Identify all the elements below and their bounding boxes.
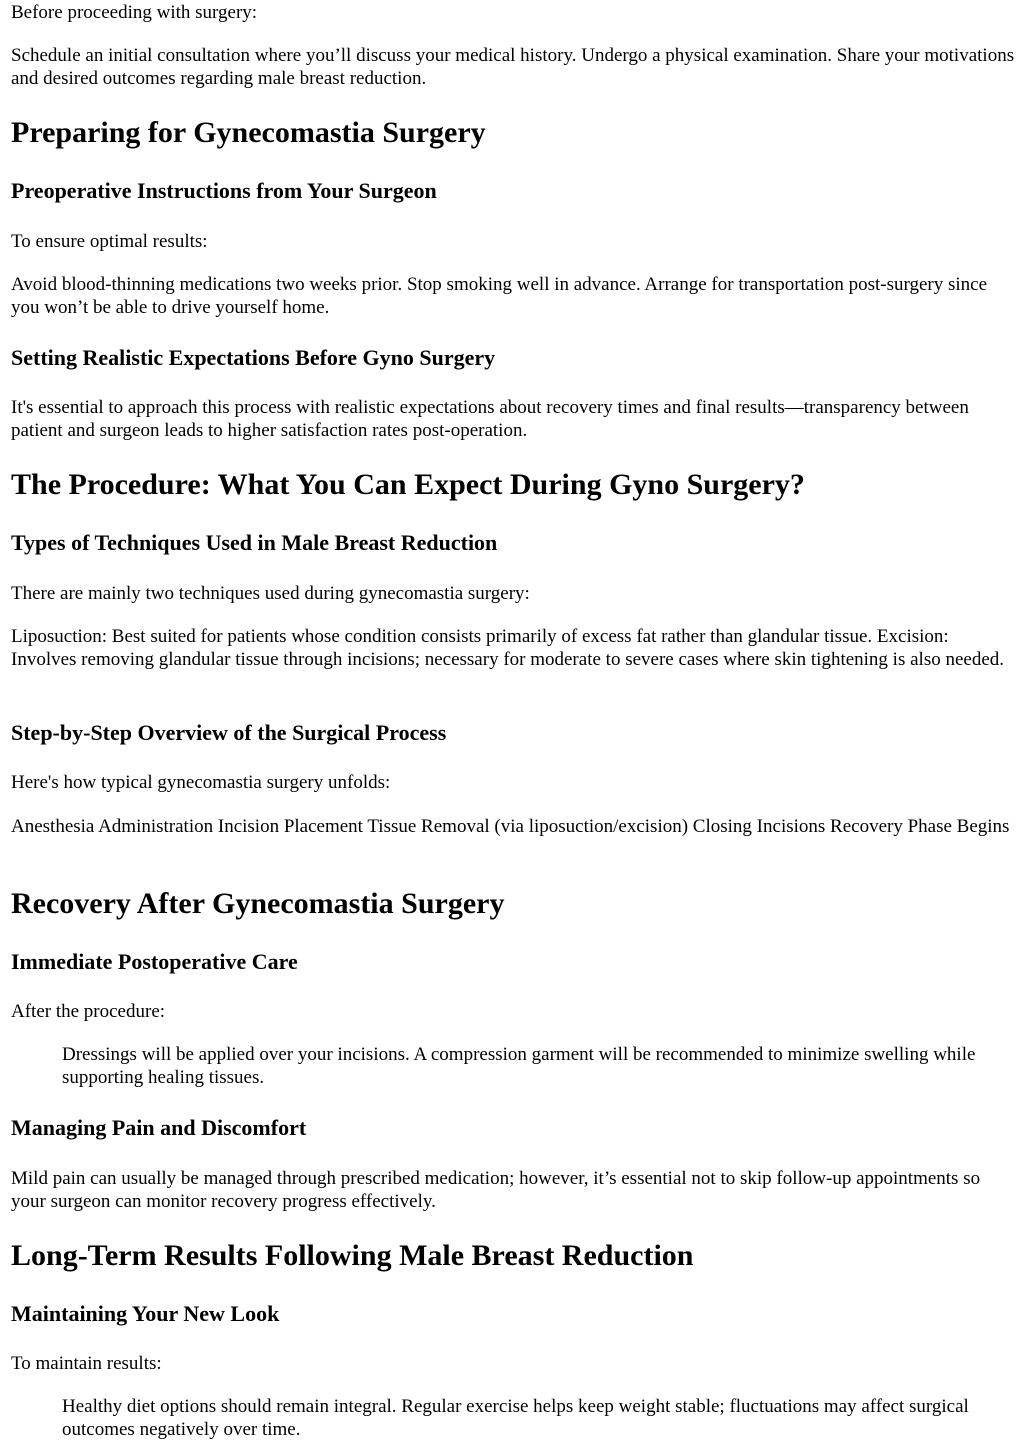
- paragraph-intro: Before proceeding with surgery:: [11, 2, 258, 23]
- subheading-step-by-step: Step-by-Step Overview of the Surgical Process: [11, 720, 447, 745]
- paragraph-maintain-results: To maintain results:: [11, 1353, 162, 1374]
- subheading-preoperative-instructions: Preoperative Instructions from Your Surgeon: [11, 178, 437, 203]
- blockquote-healthy-diet: Healthy diet options should remain integral. Regular exercise helps keep weight stable; fluctuations may affect surgical outcomes negatively over time.: [62, 1396, 969, 1440]
- heading-preparing: Preparing for Gynecomastia Surgery: [11, 116, 486, 149]
- paragraph-optimal-results: To ensure optimal results:: [11, 231, 208, 252]
- paragraph-how-it-unfolds: Here's how typical gynecomastia surgery unfolds:: [11, 772, 391, 793]
- subheading-techniques: Types of Techniques Used in Male Breast Reduction: [11, 530, 498, 555]
- paragraph-two-techniques: There are mainly two techniques used during gynecomastia surgery:: [11, 583, 530, 604]
- subheading-pain-management: Managing Pain and Discomfort: [11, 1115, 307, 1140]
- paragraph-expectations: It's essential to approach this process with realistic expectations about recovery times and final results—transparency between patient and surgeon leads to higher satisfaction rates post-operation.: [11, 397, 969, 441]
- paragraph-pain: Mild pain can usually be managed through prescribed medication; however, it’s essential not to skip follow-up appointments so your surgeon can monitor recovery progress effectively.: [11, 1168, 981, 1212]
- paragraph-after-procedure: After the procedure:: [11, 1001, 166, 1022]
- subheading-postoperative-care: Immediate Postoperative Care: [11, 949, 298, 974]
- heading-recovery: Recovery After Gynecomastia Surgery: [11, 887, 505, 920]
- paragraph-preop-steps: Avoid blood-thinning medications two weeks prior. Stop smoking well in advance. Arrange for transportation post-surgery since you won’t be able to drive yourself home.: [11, 274, 988, 318]
- heading-long-term-results: Long-Term Results Following Male Breast Reduction: [11, 1239, 694, 1272]
- subheading-realistic-expectations: Setting Realistic Expectations Before Gyno Surgery: [11, 345, 496, 370]
- paragraph-surgical-steps: Anesthesia Administration Incision Placement Tissue Removal (via liposuction/excision) Closing Incisions Recovery Phase Begins: [11, 816, 1010, 837]
- paragraph-consultation: Schedule an initial consultation where you’ll discuss your medical history. Undergo a physical examination. Share your motivations and desired outcomes regarding male breast reduction.: [11, 45, 1015, 89]
- heading-procedure: The Procedure: What You Can Expect During Gyno Surgery?: [11, 468, 805, 501]
- paragraph-technique-list: Liposuction: Best suited for patients whose condition consists primarily of excess fat rather than glandular tissue. Excision: Involves removing glandular tissue through incisions; necessary for moderate to severe cases where skin tightening is also needed.: [11, 626, 1005, 670]
- subheading-maintaining: Maintaining Your New Look: [11, 1301, 280, 1326]
- blockquote-dressings: Dressings will be applied over your incisions. A compression garment will be recommended to minimize swelling while supporting healing tissues.: [62, 1044, 976, 1088]
